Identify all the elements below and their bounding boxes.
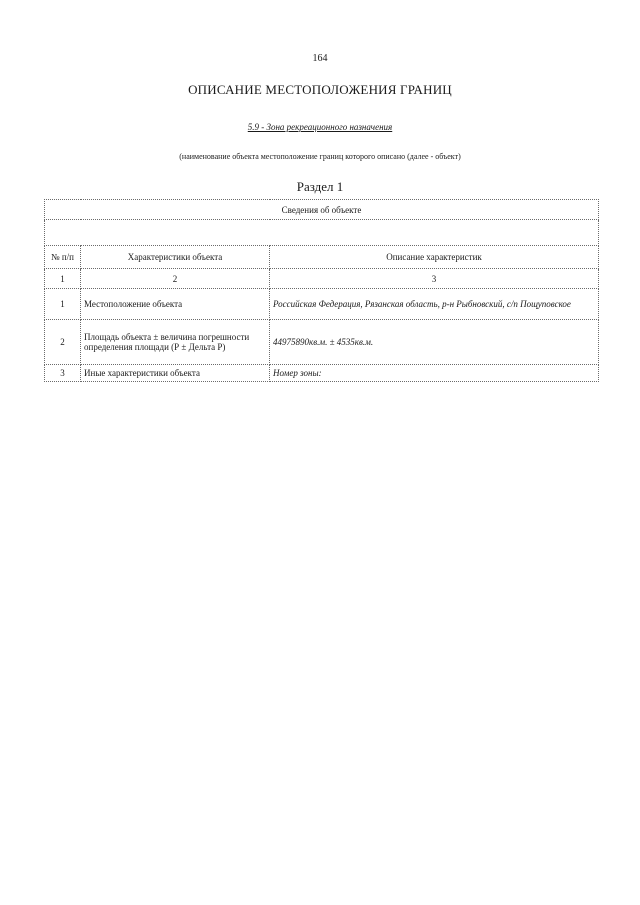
object-info-table	[44, 199, 599, 382]
object-name-line	[0, 122, 640, 132]
document-title: ОПИСАНИЕ МЕСТОПОЛОЖЕНИЯ ГРАНИЦ	[188, 82, 452, 97]
page-number: 164	[312, 53, 328, 64]
object-name: 5.9 - Зона рекреационного назначения	[247, 122, 393, 132]
object-caption: (наименование объекта местоположение границ которого описано (далее - объект)	[179, 152, 461, 161]
row-number: 1	[45, 289, 81, 320]
blank-cell	[45, 220, 599, 246]
table-header-row	[45, 246, 599, 269]
row-number: 2	[45, 320, 81, 365]
header-num: № п/п	[45, 246, 81, 269]
section-title: Раздел 1	[296, 179, 344, 194]
column-number: 3	[270, 269, 599, 289]
table-row	[45, 320, 599, 365]
row-characteristic: Площадь объекта ± величина погрешности определения площади (Р ± Дельта Р)	[81, 320, 270, 365]
header-characteristic: Характеристики объекта	[81, 246, 270, 269]
table-column-numbers-row	[45, 269, 599, 289]
column-number: 2	[81, 269, 270, 289]
table-title: Сведения об объекте	[45, 200, 599, 220]
header-description: Описание характеристик	[270, 246, 599, 269]
table-row	[45, 365, 599, 382]
column-number: 1	[45, 269, 81, 289]
row-description: 44975890кв.м. ± 4535кв.м.	[270, 320, 599, 365]
row-number: 3	[45, 365, 81, 382]
row-description: Номер зоны:	[270, 365, 599, 382]
row-characteristic: Иные характеристики объекта	[81, 365, 270, 382]
row-description: Российская Федерация, Рязанская область, р-н Рыбновский, с/п Пощуповское	[270, 289, 599, 320]
table-row	[45, 289, 599, 320]
row-characteristic: Местоположение объекта	[81, 289, 270, 320]
table-blank-row	[45, 220, 599, 246]
